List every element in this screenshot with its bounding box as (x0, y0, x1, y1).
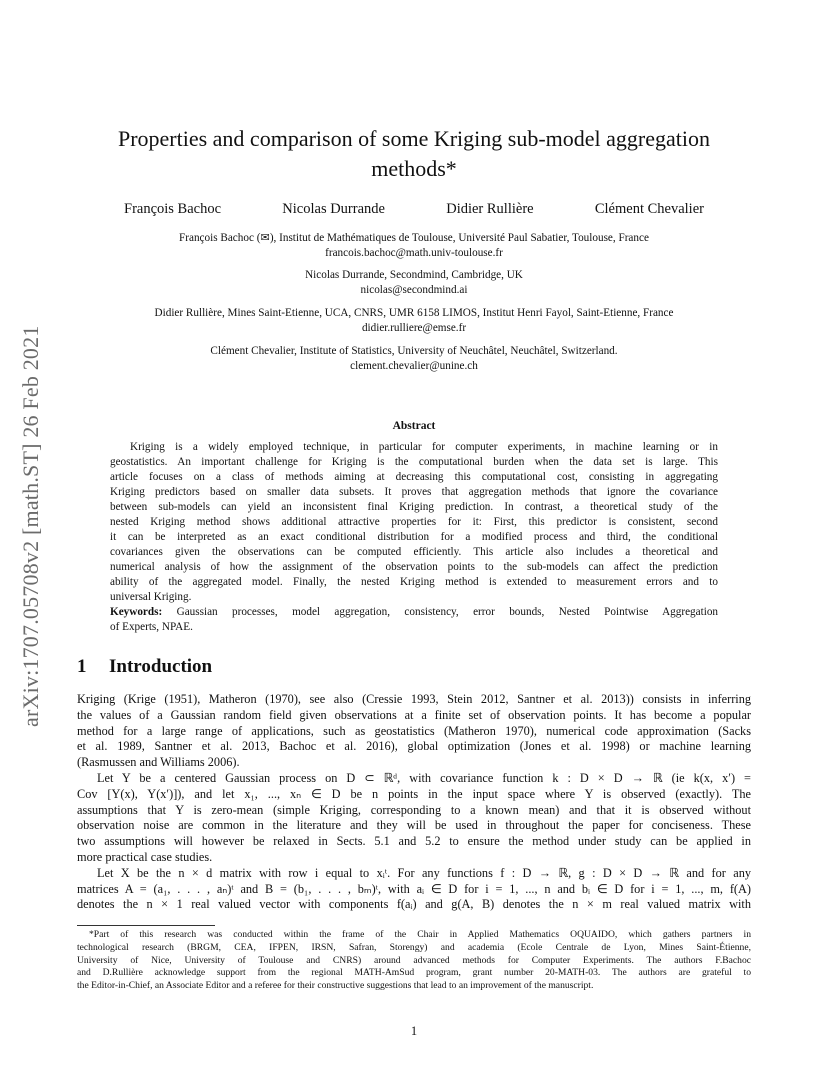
footnote-line: *Part of this research was conducted within the frame of the Chair in Applied Mathematics OQUAIDO, which gathers partners in (89, 929, 751, 940)
affiliation-line: Clément Chevalier, Institute of Statistics, University of Neuchâtel, Neuchâtel, Switzerland. (210, 345, 618, 357)
author-name: Didier Rullière (446, 201, 534, 217)
affiliation-email: didier.rulliere@emse.fr (361, 322, 467, 334)
abstract-line: geostatistics. An important challenge for Kriging is the computational burden when the data set is large. This (110, 456, 718, 468)
keywords-line-continued: of Experts, NPAE. (110, 621, 193, 633)
footnote-line: technological research (BRGM, CEA, IFPEN, IRSN, Safran, Storengy) and academia (Ecole Centrale de Lyon, Mines Saint-Étienne, (77, 941, 751, 953)
affiliation-block (70, 306, 758, 336)
footnote (77, 929, 751, 993)
author-name: Nicolas Durrande (282, 201, 385, 217)
body-line: Let Y be a centered Gaussian process on D ⊂ ℝᵈ, with covariance function k : D × D → ℝ (ie k(x, x′) = (97, 770, 751, 785)
body-line: (Rasmussen and Williams 2006). (77, 755, 240, 770)
author-list (124, 201, 704, 218)
abstract-line: numerical analysis of how the assignment of the observation points to the sub-models can affect the prediction (110, 561, 718, 573)
body-line: et al. 1989, Santner et al. 2013, Bachoc et al. 2016), global optimization (Jones et al. 1998) or machine learning (77, 739, 751, 754)
arxiv-identifier-stamp: arXiv:1707.05708v2 [math.ST] 26 Feb 2021 (18, 325, 43, 727)
body-line: Cov [Y(x), Y(x′)]), and let x₁, ..., xₙ ∈ D be n points in the input space where Y is observed (exactly). The (77, 786, 751, 801)
abstract-heading: Abstract (392, 420, 436, 432)
affiliation-email: francois.bachoc@math.univ-toulouse.fr (325, 247, 503, 259)
body-line: the values of a Gaussian random field given observations at a finite set of observation points. It has become a popular (77, 707, 751, 722)
abstract-line: universal Kriging. (110, 591, 192, 603)
footnote-line: the Editor-in-Chief, an Associate Editor and a referee for their constructive suggestions that lead to an improvement of the manuscript. (77, 980, 594, 992)
page-number: 1 (410, 1024, 418, 1038)
abstract-line: between sub-models can yield an inconsistent final Kriging prediction. In contrast, a theoretical study of the (110, 501, 718, 513)
body-line: more practical case studies. (77, 849, 213, 864)
keywords-line (110, 605, 718, 620)
affiliation-line: François Bachoc (✉), Institut de Mathématiques de Toulouse, Université Paul Sabatier, Toulouse, France (179, 232, 649, 244)
footnote-line: University of Nice, University of Toulouse and CNRS) around advanced methods for Computer Experiments. The authors F.Bachoc (77, 954, 751, 966)
author-name: Clément Chevalier (594, 201, 704, 217)
author-name: François Bachoc (124, 201, 222, 217)
footnote-divider (77, 925, 215, 926)
body-line: observation noise are common in the literature and they will be used in throughout the paper for conciseness. These (77, 818, 751, 833)
abstract-line: covariances given the observations can be computed efficiently. This article also includes a theoretical and (110, 546, 718, 558)
paper-title (90, 124, 738, 184)
body-line: Kriging (Krige (1951), Matheron (1970), see also (Cressie 1993, Stein 2012, Santner et al. 2013)) consists in inferring (77, 692, 751, 706)
keywords-text: Gaussian processes, model aggregation, consistency, error bounds, Nested Pointwise Aggregation (176, 606, 719, 618)
body-line: method for a large range of applications, such as geostatistics (Matheron 1970), numerical code approximation (Sacks (77, 723, 751, 738)
body-line: Let X be the n × d matrix with row i equal to xᵢᵗ. For any functions f : D → ℝ, g : D × D → ℝ and for any (97, 865, 751, 880)
title-line-1: Properties and comparison of some Kriging sub-model aggregation (117, 126, 711, 151)
abstract-line: article focuses on a class of methods aiming at decreasing this computational cost, consisting in aggregating (110, 471, 718, 483)
abstract-text (110, 440, 718, 635)
body-line: two assumptions will however be relaxed in Sects. 5.1 and 5.2 to ensure the method under study can be applied in (77, 834, 751, 849)
affiliation-email: clement.chevalier@unine.ch (350, 360, 478, 372)
body-line: denotes the n × 1 real valued vector with components f(aᵢ) and g(A, B) denotes the n × m real valued matrix with (77, 897, 751, 912)
section-number: 1 (77, 656, 87, 677)
abstract-line: ability of the aggregated model. Finally, the nested Kriging method is extended to measurement errors and to (110, 576, 718, 588)
section-title: Introduction (109, 656, 213, 677)
affiliation-line: Didier Rullière, Mines Saint-Etienne, UCA, CNRS, UMR 6158 LIMOS, Institut Henri Fayol, Saint-Etienne, France (154, 307, 674, 319)
affiliation-block (70, 344, 758, 374)
affiliation-line: Nicolas Durrande, Secondmind, Cambridge, UK (305, 269, 523, 281)
introduction-body (77, 692, 751, 913)
abstract-line: Kriging is a widely employed technique, in particular for computer experiments, in machine learning or in (130, 441, 718, 453)
section-heading (77, 656, 212, 678)
abstract-line: nested Kriging method shows additional attractive properties for it: First, this predictor is consistent, second (110, 516, 718, 528)
keywords-label: Keywords: (110, 606, 163, 618)
affiliation-block (70, 268, 758, 298)
title-line-2: methods* (371, 156, 457, 181)
body-line: matrices A = (a₁, . . . , aₙ)ᵗ and B = (b₁, . . . , bₘ)ᵗ, with aᵢ ∈ D for i = 1, ..., n and bᵢ ∈ D for i = 1, ..., m, f(A) (77, 881, 751, 896)
abstract-line: Kriging predictors based on smaller data subsets. It proves that aggregation methods that ignore the covariance (110, 486, 718, 498)
footnote-line: and D.Rullière acknowledge support from the regional MATH-AmSud program, grant number 20-MATH-03. The authors are grateful to (77, 967, 751, 979)
body-line: assumptions that Y is zero-mean (simple Kriging, corresponding to a known mean) and that it is observed without (77, 802, 751, 817)
affiliation-email: nicolas@secondmind.ai (360, 284, 468, 296)
abstract-line: it can be interpreted as an exact conditional distribution for a modified process and third, the conditional (110, 531, 718, 543)
affiliation-block (70, 231, 758, 261)
